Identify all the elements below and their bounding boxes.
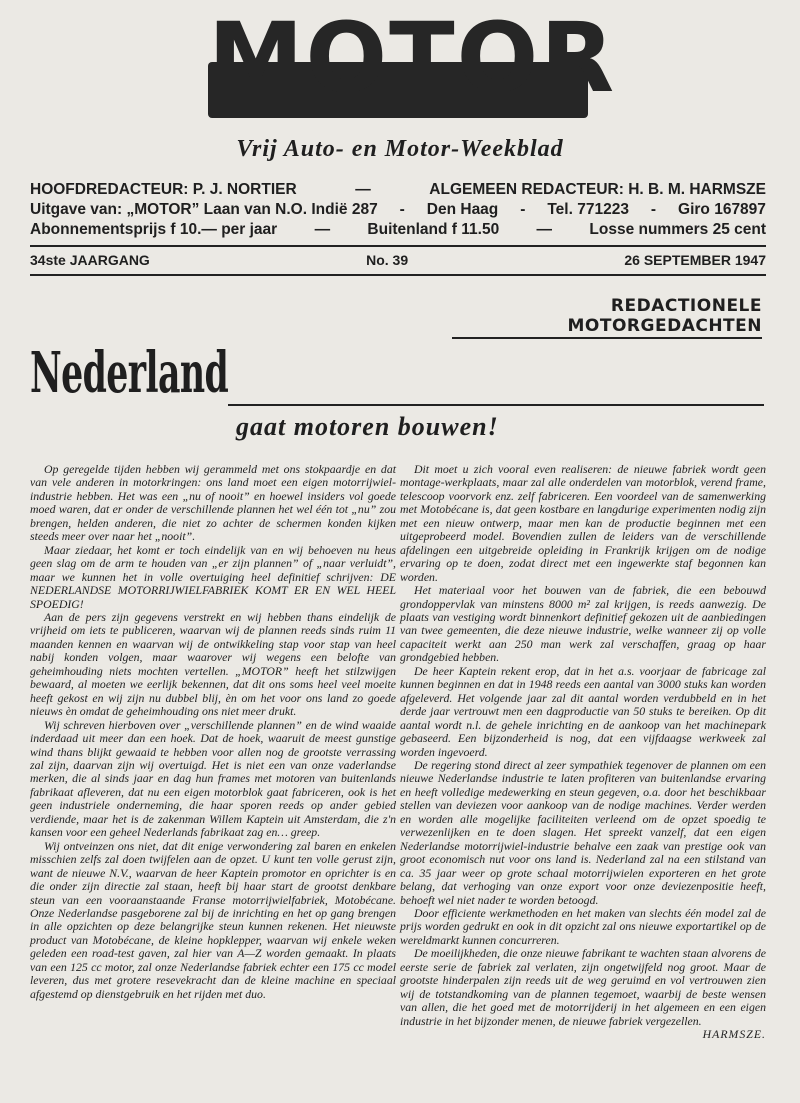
staff-line	[30, 181, 766, 199]
staff-separator: —	[355, 181, 371, 198]
paragraph: Het materiaal voor het bouwen van de fabriek, die een bebouwd grondoppervlak van minstens 8000 m² zal krijgen, is reeds aanwezig. De plaats van vestiging wordt binnenkort definitief gekozen uit de aanbiedingen van twee gemeenten, die deze nieuwe industrie, welke wanneer zij op volle capaciteit werkt aan 250 man werk zal verschaffen, graag op haar grondgebied hebben.	[400, 583, 766, 665]
article-column-right	[400, 463, 766, 1041]
subscription-price: Abonnementsprijs f 10.— per jaar	[30, 221, 278, 238]
abroad-price: Buitenland f 11.50	[367, 221, 500, 238]
publisher-giro: Giro 167897	[678, 201, 766, 218]
paragraph: De regering stond direct al zeer sympathiek tegenover de plannen om een nieuwe Nederlandse industrie te laten profiteren van buitenlandse ervaring en heeft volledige medewerking en steun gegeven, o.a. door het beschikbaar stellen van deviezen voor aankoop van de nodige machines. Verder werden en worden alle mogelijke faciliteiten verleend om de opzet spoedig te verwezenlijken en te doen slagen. Het spreekt vanzelf, dat een eigen Nederlandse motorrijwiel-industrie behalve een zaak van prestige ook van groot economisch nut voor ons land is. Nederland zal na een stilstand van ca. 35 jaar weer op grote schaal motorrijwielen exporteren en het grote belang, dat verhoging van onze export voor onze deviezenpositie heeft, behoeft wel niet nader te worden betoogd.	[400, 757, 766, 907]
column-title: REDACTIONELE MOTORGEDACHTEN	[452, 296, 762, 339]
publisher-address: Uitgave van: „MOTOR” Laan van N.O. Indië 287	[30, 201, 378, 218]
issue-number: No. 39	[366, 252, 409, 268]
pricing-line: Abonnementsprijs f 10.— per jaar — Buitenland f 11.50 — Losse nummers 25 cent	[30, 221, 766, 238]
divider-bottom	[30, 274, 766, 276]
paragraph: Door efficiente werkmethoden en het maken van slechts één model zal de prijs worden gedrukt en ook in dit opzicht zal ons nieuwe exportartikel op de wereldmarkt kunnen concurreren.	[400, 905, 766, 947]
volume: 34ste JAARGANG	[30, 252, 150, 268]
publisher-line: Uitgave van: „MOTOR” Laan van N.O. Indië 287 - Den Haag - Tel. 771223 - Giro 167897	[30, 201, 766, 218]
masthead	[0, 0, 800, 130]
paragraph: Wij ontveinzen ons niet, dat dit enige verwondering zal baren en enkelen misschien zelfs zal doen twijfelen aan de opzet. U kunt ten volle gerust zijn, want de nieuwe N.V., waarvan de heer Kaptein promotor en oprichter is en die onder zijn directie zal staan, heeft bij haar start de grootst denkbare steun van een vooraanstaande Franse motorrijwielfabriek, Motobécane. Onze Nederlandse pasgeborene zal bij de inrichting en het op gang brengen in alle opzichten op deze belangrijke steun kunnen rekenen. Het nieuwste product van Motobécane, de kleine hopklepper, waarvan wij enkele weken geleden een road-test gaven, zal hier van A—Z worden gemaakt. In plaats van een 125 cc motor, zal onze Nederlandse fabriek echter een 175 cc model leveren, dus met grotere resevekracht dan de kleine machine en speciaal afgestemd op dienstgebruik en het rijden met duo.	[30, 838, 396, 1001]
paragraph: Op geregelde tijden hebben wij gerammeld met ons stokpaardje en dat van vele anderen in motorkringen: ons land moet een eigen motorrijwiel-industrie hebben. Het was een „nu of nooit” en hoewel insiders vol goede moed waren, dat er onder de verschillende plannen het wel één tot „nu” zou brengen, helden anderen, die niet zo achter de schermen konden kijken steeds meer over naar het „nooit”.	[30, 462, 396, 544]
author-signature: HARMSZE.	[702, 1027, 766, 1042]
chief-editor: HOOFDREDACTEUR: P. J. NORTIER	[30, 181, 297, 198]
headline: Nederland	[30, 340, 229, 406]
paragraph: Aan de pers zijn gegevens verstrekt en wij hebben thans eindelijk de vrijheid om iets te publiceren, waarvan wij de plannen reeds sinds ruim 11 maanden kennen en waarvan wij de ontwikkeling stap voor stap van heel nabij konden volgen, maar waarover wij wegens een belofte van geheimhouding niets mochten vertellen. „MOTOR” heeft het stilzwijgen bewaard, al moeten we eerlijk bekennen, dat dit ons soms heel veel moeite heeft gekost en wij zijn nu dubbel blij, èn om het voor ons land zo goede nieuws èn omdat de geheimhouding ons niet meer drukt.	[30, 609, 396, 719]
logo-text: MOTOR	[208, 2, 617, 114]
paragraph: Wij schreven hierboven over „verschillende plannen” en de wind waaide inderdaad uit meer dan een hoek. Dat de hoek, waaruit de meest gunstige wind thans blijkt gewaaid te hebben voor allen nog de grootste verrassing zal zijn, daarvan zijn wij overtuigd. Het is niet een van onze vaderlandse merken, die al sinds jaar en dag hun frames met motoren van buitenlands fabrikaat afleveren, dat nu een eigen motorblok gaat fabriceren, ook is het geen industriele onderneming, die haar sporen reeds op ander gebied verdiende, maar het is de zakenman Willem Kaptein uit Amsterdam, die z'n kansen voor een geheel Nederlands fabrikaat zag en… greep.	[30, 717, 396, 840]
headline-rule	[228, 404, 764, 406]
motor-logo	[208, 2, 617, 118]
issue-line	[30, 252, 766, 268]
paragraph: De moeilijkheden, die onze nieuwe fabrikant te wachten staan alvorens de eerste serie de fabriek zal verlaten, zijn ongetwijfeld nog groot. Maar de grootste hinderpalen zijn reeds uit de weg geruimd en vol vertrouwen zien wij de totstandkoming van de plannen tegemoet, waarbij de beste wensen van allen, die het goed met de motorrijderij in het algemeen en een eigen industrie in het bijzonder menen, de nieuwe fabriek vergezellen.	[400, 946, 766, 1028]
single-issue-price: Losse nummers 25 cent	[589, 221, 766, 238]
general-editor: ALGEMEEN REDACTEUR: H. B. M. HARMSZE	[429, 181, 766, 198]
paragraph: Dit moet u zich vooral even realiseren: de nieuwe fabriek wordt geen montage-werkplaats, maar zal alle onderdelen van motorblok, verend frame, telescoop voorvork enz. zelf fabriceren. Een voordeel van de samenwerking met Motobécane is, dat geen kostbare en langdurige experimenten nodig zijn met een nieuw ontwerp, maar men kan de productie beginnen met een uitgeprobeerd model. Bovendien zullen de leiders van de verschillende afdelingen een uitgebreide opleiding in Frankrijk krijgen om de nodige ervaring op te doen, zodat direct met een ingewerkte staf begonnen kan worden.	[400, 462, 766, 584]
article-column-left	[30, 463, 396, 1001]
paragraph: Maar ziedaar, het komt er toch eindelijk van en wij behoeven nu heus geen slag om de arm te houden van „er zijn plannen” of „naar verluidt”, maar we kunnen het in volle overtuiging heel definitief schrijven: DE NEDERLANDSE MOTORRIJWIELFABRIEK KOMT ER EN WEL HEEL SPOEDIG!	[30, 542, 396, 611]
publisher-tel: Tel. 771223	[547, 201, 629, 218]
divider-top	[30, 245, 766, 247]
issue-date: 26 SEPTEMBER 1947	[624, 252, 766, 268]
paragraph: De heer Kaptein rekent erop, dat in het a.s. voorjaar de fabricage zal kunnen beginnen en dat in 1948 reeds een aantal van 3000 stuks kan worden afgeleverd. Het volgende jaar zal dit aantal worden verdubbeld en in het derde jaar vertrouwt men een dagproductie van 50 stuks te bereiken. Op dit aantal wordt n.l. de gehele inrichting en de aankoop van het machinepark gebaseerd. Een bijzonderheid is nog, dat een vijfdaagse werkweek zal worden ingevoerd.	[400, 663, 766, 759]
subheadline: gaat motoren bouwen!	[236, 412, 499, 441]
publisher-city: Den Haag	[426, 201, 499, 218]
tagline: Vrij Auto- en Motor-Weekblad	[236, 136, 564, 162]
